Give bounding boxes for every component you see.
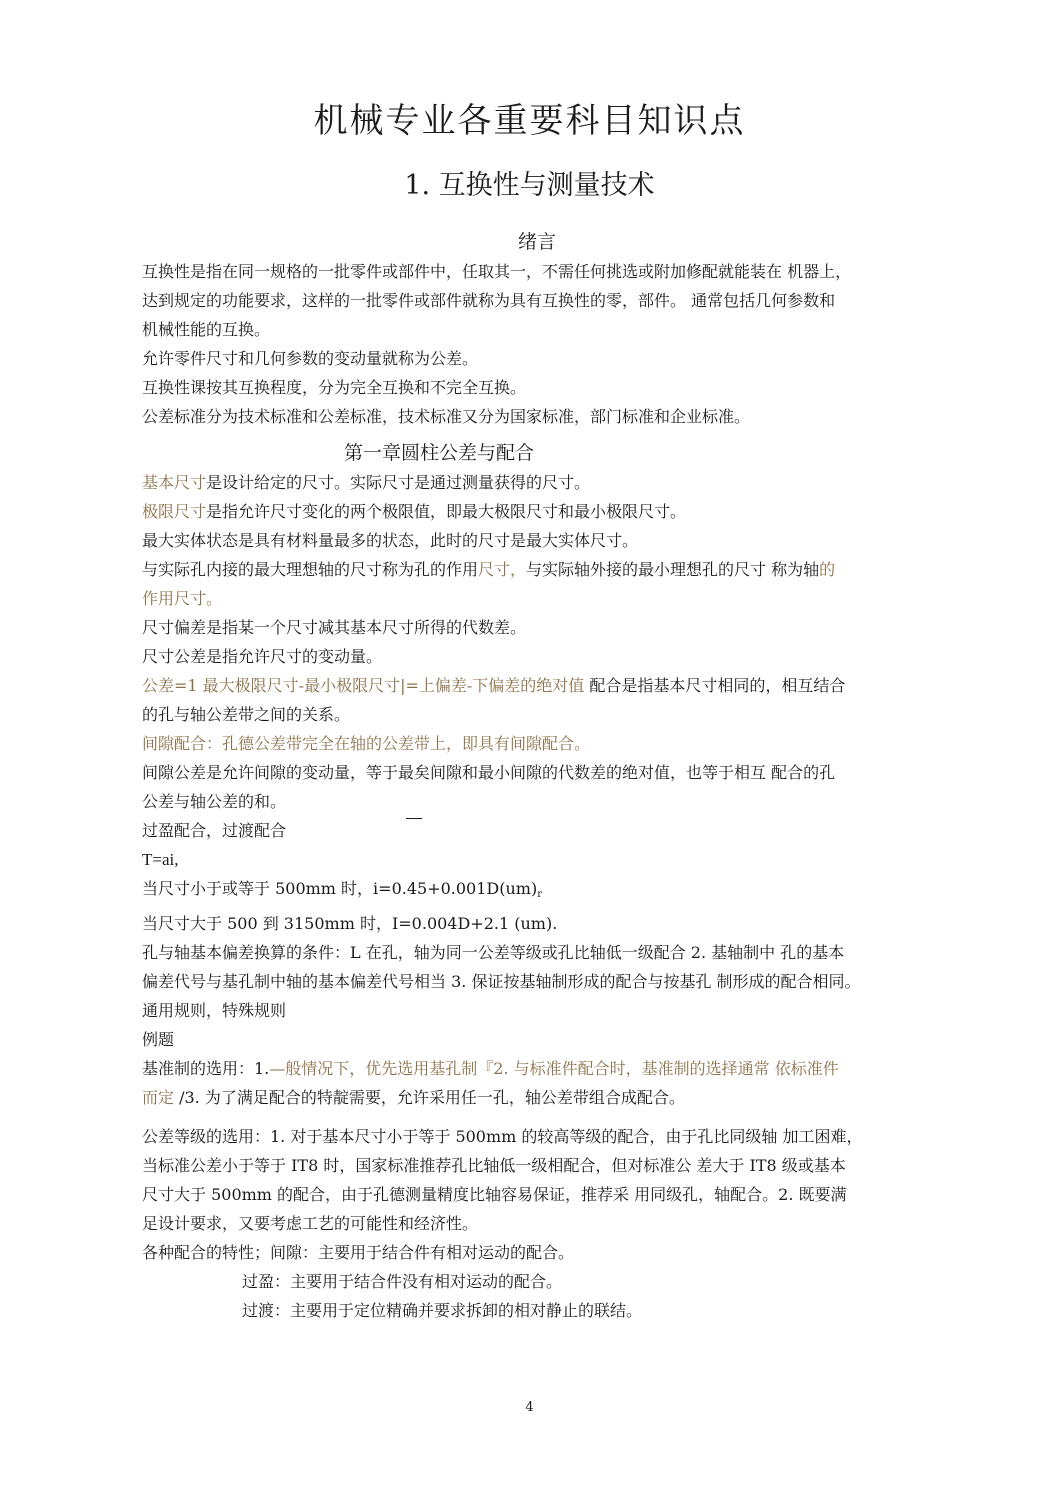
paragraph-line: 各种配合的特性；间隙：主要用于结合件有相对运动的配合。 xyxy=(142,1243,575,1262)
intro-heading: 绪言 xyxy=(517,231,556,253)
paragraph-line: 间隙配合：孔德公差带完全在轴的公差带上，即具有间隙配合。 xyxy=(142,734,591,753)
subscript: r xyxy=(537,889,542,900)
paragraph-line: 例题 xyxy=(142,1030,175,1049)
term-highlight: 而定 xyxy=(142,1088,180,1107)
text-span: 是设计给定的尺寸。实际尺寸是通过测量获得的尺寸。 xyxy=(206,473,591,492)
text-span: 配合是指基本尺寸相同的，相互结合 xyxy=(584,676,846,695)
paragraph-line: 公差与轴公差的和。 xyxy=(142,792,287,811)
paragraph-line xyxy=(142,555,932,584)
stray-dash-mark xyxy=(406,818,422,819)
paragraph-line xyxy=(142,497,932,526)
paragraph-line: 互换性课按其互换程度，分为完全互换和不完全互换。 xyxy=(142,378,527,397)
paragraph-line: 允许零件尺寸和几何参数的变动量就称为公差。 xyxy=(142,349,479,368)
page-number: 4 xyxy=(525,1400,534,1415)
text-span: 是指允许尺寸变化的两个极限值，即最大极限尺寸和最小极限尺寸。 xyxy=(206,502,687,521)
text-span: 与实际孔内接的最大理想轴的尺寸称为孔的作用 xyxy=(142,560,479,579)
term-highlight: 的 xyxy=(819,560,836,579)
text-span: 当尺寸小于或等于 500mm 时，i=0.45+0.001D(um) xyxy=(142,879,538,898)
paragraph-line: 尺寸公差是指允许尺寸的变动量。 xyxy=(142,647,383,666)
paragraph-line: 足设计要求，又要考虑工艺的可能性和经济性。 xyxy=(142,1214,479,1233)
chapter-heading: 第一章圆柱公差与配合 xyxy=(344,442,535,464)
paragraph-line: 过盈：主要用于结合件没有相对运动的配合。 xyxy=(242,1272,563,1291)
paragraph-line: 当标准公差小于等于 IT8 时，国家标准推荐孔比轴低一级相配合，但对标准公 差大于 IT8 级或基本 xyxy=(142,1156,846,1175)
paragraph-line: 间隙公差是允许间隙的变动量，等于最矣间隙和最小间隙的代数差的绝对值，也等于相互 配合的孔 xyxy=(142,763,836,782)
paragraph-line: 达到规定的功能要求，这样的一批零件或部件就称为具有互换性的零，部件。 通常包括几何参数和 xyxy=(142,291,836,310)
paragraph-line: 机械性能的互换。 xyxy=(142,320,271,339)
text-span: 与实际轴外接的最小理想孔的尺寸 称为轴 xyxy=(526,560,820,579)
paragraph-line: 作用尺寸。 xyxy=(142,589,223,608)
formula-line: T=ai, xyxy=(142,850,179,869)
paragraph-line: 孔与轴基本偏差换算的条件：L 在孔，轴为同一公差等级或孔比轴低一级配合 2. 基轴制中 孔的基本 xyxy=(142,943,845,962)
paragraph-line: 尺寸偏差是指某一个尺寸减其基本尺寸所得的代数差。 xyxy=(142,618,527,637)
paragraph-line xyxy=(142,1054,932,1083)
formula-highlight: 公差=1 最大极限尺寸-最小极限尺寸|=上偏差-下偏差的绝对值 xyxy=(142,676,585,695)
paragraph-line: 最大实体状态是具有材料量最多的状态，此时的尺寸是最大实体尺寸。 xyxy=(142,531,639,550)
formula-line xyxy=(142,874,932,909)
paragraph-line: 偏差代号与基孔制中轴的基本偏差代号相当 3. 保证按基轴制形成的配合与按基孔 制形成的配合相同。 xyxy=(142,972,861,991)
formula-line: 当尺寸大于 500 到 3150mm 时，I=0.004D+2.1 (um). xyxy=(142,914,558,933)
text-span: /3. 为了满足配合的特靛需要，允许采用任一孔，轴公差带组合成配合。 xyxy=(179,1088,685,1107)
term-highlight: 极限尺寸 xyxy=(142,502,207,521)
paragraph-line xyxy=(142,1083,932,1112)
term-highlight: —般情况下，优先选用基孔制『2. 与标准件配合时，基准制的选择通常 依标准件 xyxy=(269,1059,839,1078)
paragraph-line xyxy=(142,671,932,700)
paragraph-line: 尺寸大于 500mm 的配合，由于孔德测量精度比轴容易保证，推荐采 用同级孔，轴配合。2. 既要满 xyxy=(142,1185,847,1204)
paragraph-line: 互换性是指在同一规格的一批零件或部件中，任取其一，不需任何挑选或附加修配就能装在 机器上， xyxy=(142,262,852,281)
text-span: 基准制的选用：1. xyxy=(142,1059,270,1078)
paragraph-line: 通用规则，特殊规则 xyxy=(142,1001,287,1020)
document-title: 机械专业各重要科目知识点 xyxy=(313,101,746,141)
paragraph-line: 过盈配合，过渡配合 xyxy=(142,821,287,840)
paragraph-line: 公差等级的选用：1. 对于基本尺寸小于等于 500mm 的较高等级的配合，由于孔比同级轴 加工困难， xyxy=(142,1127,863,1146)
section-title: 1. 互换性与测量技术 xyxy=(404,170,655,201)
paragraph-line: 过渡：主要用于定位精确并要求拆卸的相对静止的联结。 xyxy=(242,1301,643,1320)
paragraph-line: 的孔与轴公差带之间的关系。 xyxy=(142,705,351,724)
term-highlight: 尺寸， xyxy=(478,560,527,579)
paragraph-line: 公差标准分为技术标准和公差标准，技术标准又分为国家标准，部门标准和企业标准。 xyxy=(142,407,751,426)
term-highlight: 基本尺寸 xyxy=(142,473,207,492)
paragraph-line xyxy=(142,468,932,497)
document-body xyxy=(142,228,932,1325)
